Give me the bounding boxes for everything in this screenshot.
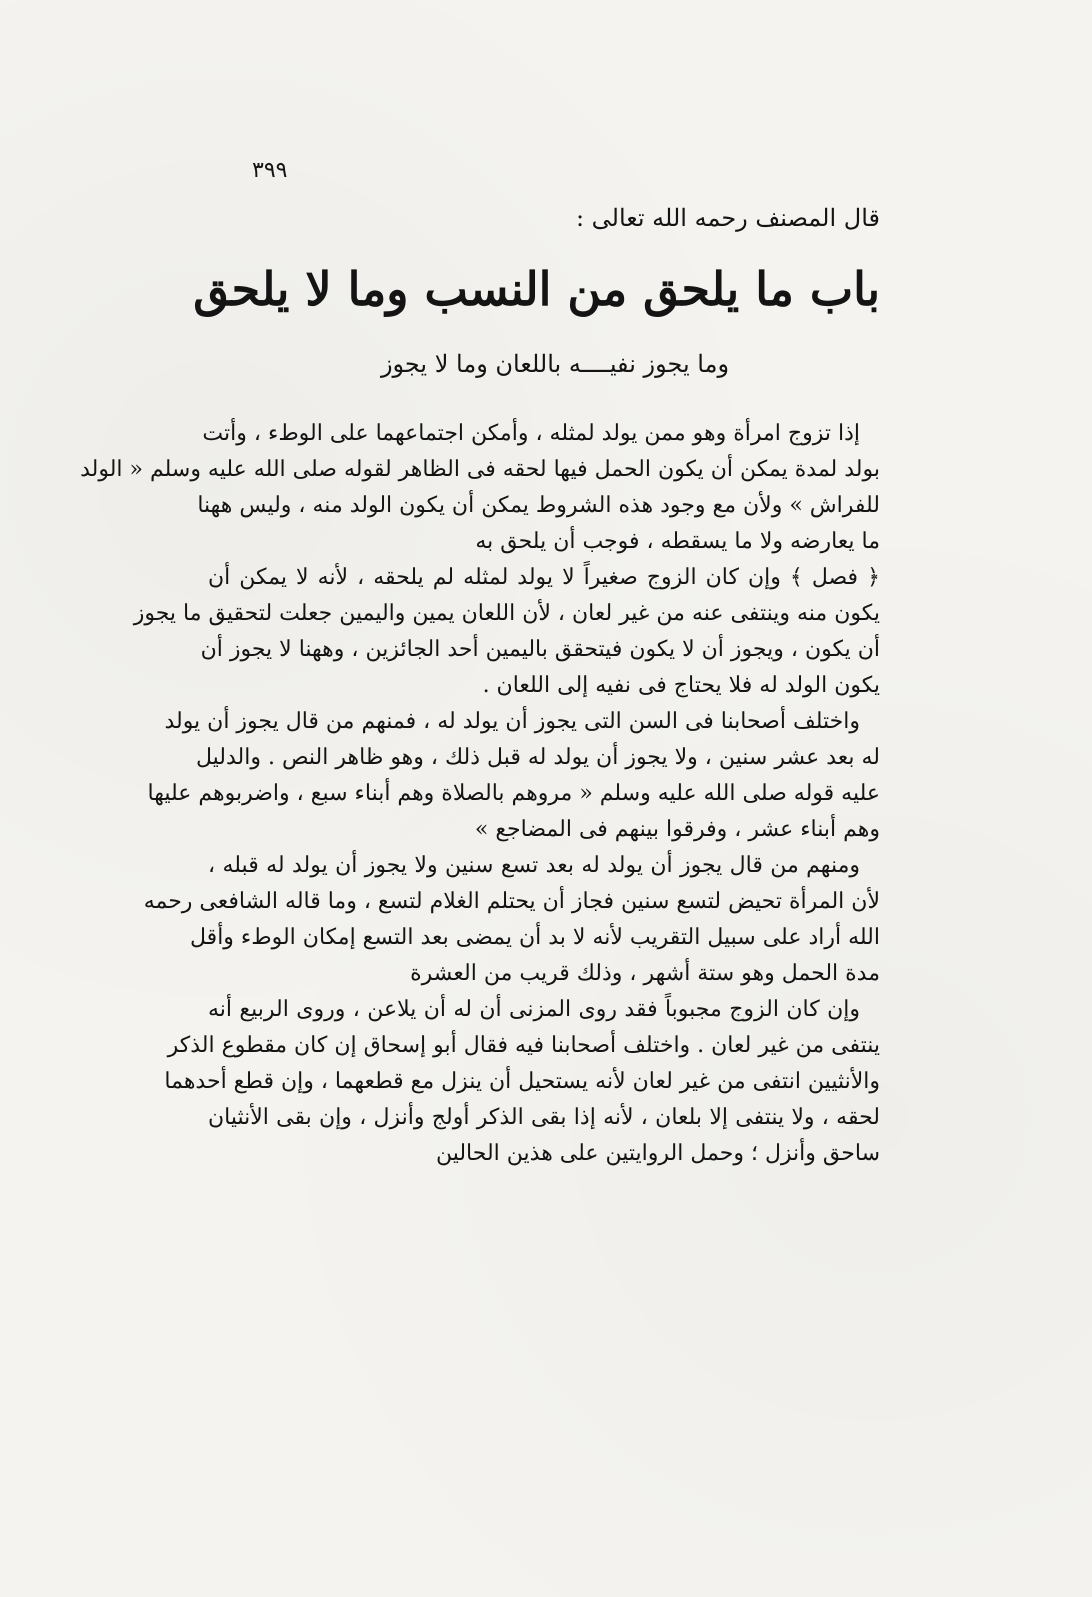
text-line: لحقه ، ولا ينتفى إلا بلعان ، لأنه إذا بقى الذكر أولج وأنزل ، وإن بقى الأنثيان	[208, 1105, 880, 1130]
text-line: ﴿ فصل ﴾ وإن كان الزوج صغيراً لا يولد لمثله لم يلحقه ، لأنه لا يمكن أن	[208, 565, 880, 590]
text-line: له بعد عشر سنين ، ولا يجوز أن يولد له قبل ذلك ، وهو ظاهر النص . والدليل	[196, 745, 880, 770]
text-line: عليه قوله صلى الله عليه وسلم « مروهم بالصلاة وهم أبناء سبع ، واضربوهم عليها	[147, 781, 880, 806]
text-line: والأنثيين انتفى من غير لعان لأنه يستحيل أن ينزل مع قطعهما ، وإن قطع أحدهما	[164, 1069, 880, 1094]
text-line: بولد لمدة يمكن أن يكون الحمل فيها لحقه فى الظاهر لقوله صلى الله عليه وسلم « الولد	[80, 457, 880, 482]
text-line: إذا تزوج امرأة وهو ممن يولد لمثله ، وأمكن اجتماعهما على الوطء ، وأتت	[202, 421, 860, 446]
text-line: ومنهم من قال يجوز أن يولد له بعد تسع سنين ولا يجوز أن يولد له قبله ،	[208, 853, 860, 878]
text-line: ما يعارضه ولا ما يسقطه ، فوجب أن يلحق به	[475, 529, 880, 554]
intro-line: قال المصنف رحمه الله تعالى :	[575, 204, 880, 232]
text-line: يكون الولد له فلا يحتاج فى نفيه إلى اللعان .	[482, 673, 880, 698]
text-line: لأن المرأة تحيض لتسع سنين فجاز أن يحتلم الغلام لتسع ، وما قاله الشافعى رحمه	[143, 889, 880, 914]
chapter-title: باب ما يلحق من النسب وما لا يلحق	[193, 262, 880, 316]
paragraph-4	[143, 848, 880, 992]
text-line: واختلف أصحابنا فى السن التى يجوز أن يولد له ، فمنهم من قال يجوز أن يولد	[164, 709, 860, 734]
page-number: ٣٩٩	[252, 158, 288, 183]
text-line: ينتفى من غير لعان . واختلف أصحابنا فيه فقال أبو إسحاق إن كان مقطوع الذكر	[167, 1033, 880, 1058]
text-line: للفراش » ولأن مع وجود هذه الشروط يمكن أن يكون الولد منه ، وليس ههنا	[197, 493, 880, 518]
text-line: وإن كان الزوج مجبوباً فقد روى المزنى أن له أن يلاعن ، وروى الربيع أنه	[208, 997, 860, 1022]
text-line: وهم أبناء عشر ، وفرقوا بينهم فى المضاجع »	[474, 817, 880, 842]
text-line: الله أراد على سبيل التقريب لأنه لا بد أن يمضى بعد التسع إمكان الوطء وأقل	[190, 925, 880, 950]
text-line: يكون منه وينتفى عنه من غير لعان ، لأن اللعان يمين واليمين جعلت لتحقيق ما يجوز	[133, 601, 880, 626]
paragraph-3	[147, 704, 880, 848]
paragraph-5	[164, 992, 880, 1172]
text-line: ساحق وأنزل ؛ وحمل الروايتين على هذين الحالين	[435, 1141, 880, 1166]
paragraph-1	[80, 416, 880, 560]
text-line: أن يكون ، ويجوز أن لا يكون فيتحقق باليمين أحد الجائزين ، وههنا لا يجوز أن	[200, 637, 880, 662]
body-text	[80, 416, 880, 1172]
text-line: مدة الحمل وهو ستة أشهر ، وذلك قريب من العشرة	[410, 961, 880, 986]
chapter-subtitle: وما يجوز نفيــــه باللعان وما لا يجوز	[380, 350, 730, 378]
paragraph-2	[133, 560, 880, 704]
